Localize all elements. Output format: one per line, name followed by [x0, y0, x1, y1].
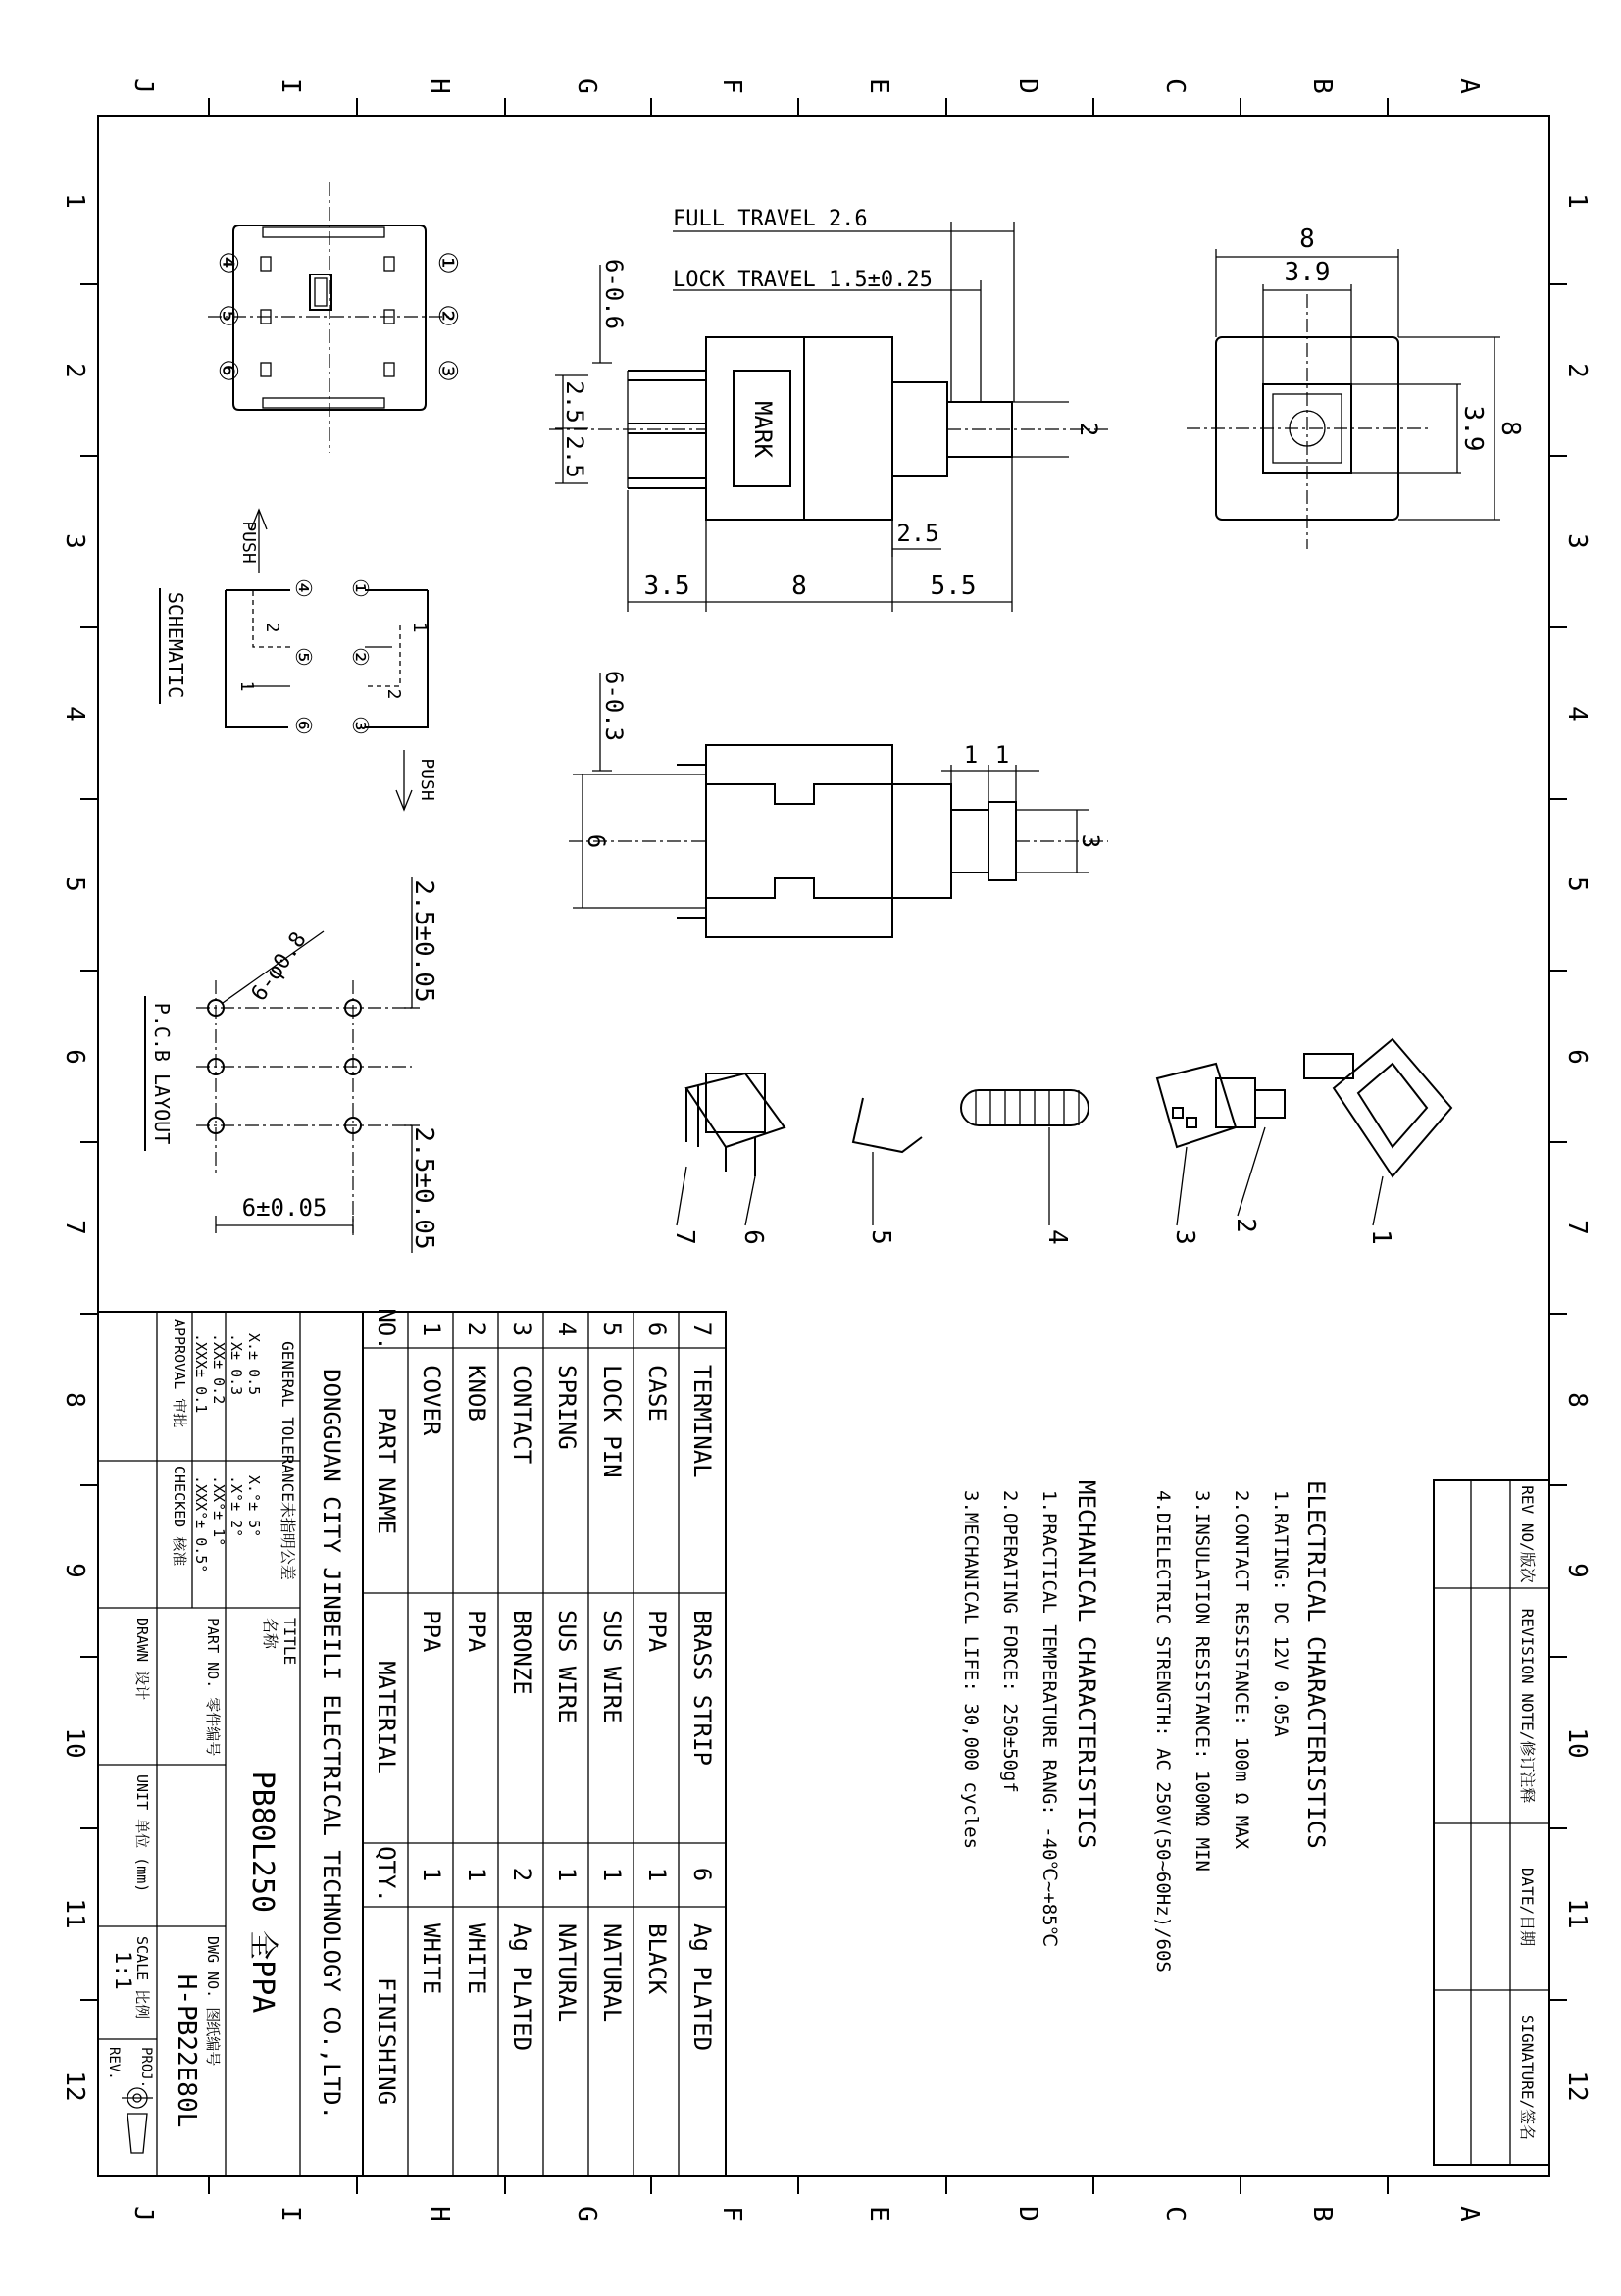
zone-number: 5 [1562, 876, 1592, 892]
zone-number: 1 [60, 193, 89, 209]
svg-text:CONTACT: CONTACT [508, 1365, 535, 1465]
contact-number: 1 [409, 622, 430, 633]
zone-letter: I [276, 2206, 305, 2221]
zone-letter: A [1454, 2206, 1484, 2221]
svg-text:KNOB: KNOB [463, 1365, 490, 1422]
mechanical-item: 2.OPERATING FORCE: 250±50gf [999, 1490, 1021, 1793]
svg-text:WHITE: WHITE [418, 1923, 445, 1995]
svg-text:SUS WIRE: SUS WIRE [598, 1610, 626, 1723]
zone-letter: H [425, 2206, 454, 2221]
mark-label: MARK [749, 401, 777, 458]
zone-letter: G [572, 2206, 601, 2221]
bom-row [688, 1323, 716, 2051]
step-dim: 2.5 [896, 520, 939, 547]
zone-letter: A [1454, 78, 1484, 94]
schematic-title: SCHEMATIC [164, 591, 187, 699]
bom-header: QTY. [373, 1846, 400, 1903]
pin-label: ④ [213, 251, 242, 275]
bom-row [508, 1323, 535, 2051]
schematic-pin: ③ [347, 716, 372, 735]
part-spring [961, 1090, 1089, 1245]
svg-text:1: 1 [418, 1867, 445, 1882]
title-cn-label: 名称 [261, 1618, 279, 1650]
svg-text:LOCK PIN: LOCK PIN [598, 1365, 626, 1478]
zone-number: 12 [1562, 2071, 1592, 2102]
contact-number: 1 [236, 680, 257, 692]
part-callout: 6 [738, 1229, 768, 1245]
tolerance-angle: .XX°± 1° [210, 1475, 228, 1547]
proj-label: PROJ. [138, 2047, 154, 2089]
bom-row [643, 1323, 671, 1995]
svg-text:BRASS STRIP: BRASS STRIP [688, 1610, 716, 1766]
zone-number: 11 [60, 1898, 89, 1929]
zone-number: 8 [60, 1392, 89, 1408]
electrical-item: 1.RATING: DC 12V 0.05A [1270, 1490, 1292, 1737]
zone-number: 5 [60, 876, 89, 892]
checked-label: CHECKED 核准 [171, 1466, 188, 1567]
part-contact-knob [1157, 1064, 1285, 1245]
zone-number: 7 [1562, 1220, 1592, 1235]
pin-label: ② [432, 304, 462, 327]
lock-travel: LOCK TRAVEL 1.5±0.25 [673, 268, 933, 292]
tolerance-value: .XXX± 0.1 [192, 1333, 210, 1414]
dim-right: 5.5 [930, 572, 977, 601]
electrical-item: 4.DIELECTRIC STRENGTH: AC 250V(50~60Hz)/60S [1152, 1490, 1174, 1972]
side-view [549, 207, 1108, 612]
zone-letter: B [1307, 2206, 1337, 2221]
svg-text:Ag PLATED: Ag PLATED [688, 1923, 716, 2052]
section-height: 6 [583, 833, 610, 849]
electrical-item: 3.INSULATION RESISTANCE: 100MΩ MIN [1191, 1490, 1213, 1872]
dim-left: 3.5 [643, 572, 690, 601]
bom-table [363, 1308, 726, 2176]
svg-text:PPA: PPA [643, 1610, 671, 1653]
push-label: PUSH [238, 521, 259, 564]
zone-number: 11 [1562, 1898, 1592, 1929]
tolerance-value: .XX± 0.2 [210, 1333, 228, 1405]
tolerance-value: .X± 0.3 [228, 1333, 245, 1396]
svg-text:BRONZE: BRONZE [508, 1610, 535, 1695]
revision-table [1434, 1480, 1549, 2165]
part-no-label: PART NO. 零件编号 [204, 1618, 222, 1757]
rev-header: REVISION NOTE/修订注释 [1518, 1608, 1537, 1804]
pin-width: 6-0.3 [600, 670, 628, 742]
svg-text:1: 1 [598, 1867, 626, 1882]
zone-number: 6 [60, 1049, 89, 1065]
gap-b: 1 [994, 741, 1010, 769]
zone-number: 1 [1562, 193, 1592, 209]
svg-text:6: 6 [688, 1867, 716, 1882]
electrical-title: ELECTRICAL CHARACTERISTICS [1302, 1480, 1330, 1849]
part-terminal-case [670, 1073, 785, 1245]
zone-letter: C [1160, 2206, 1190, 2221]
svg-text:NATURAL: NATURAL [598, 1923, 626, 2023]
zone-letter: D [1013, 2206, 1042, 2221]
zone-letter: D [1013, 78, 1042, 94]
scale-value: 1:1 [110, 1951, 134, 1990]
bom-header: MATERIAL [373, 1661, 400, 1774]
svg-text:SPRING: SPRING [553, 1365, 581, 1450]
shaft-dia: 3 [1077, 833, 1104, 849]
pin-label: ⑤ [213, 304, 242, 327]
dwg-value: H-PB22E80L [172, 1973, 201, 2128]
zone-letter: F [717, 78, 746, 94]
zone-letter: E [864, 78, 893, 94]
company-name: DONGGUAN CITY JINBEILI ELECTRICAL TECHNOLOGY CO.,LTD. [318, 1369, 345, 2120]
title-block [98, 1312, 363, 2176]
front-inner-height: 3.9 [1458, 405, 1488, 452]
schematic [160, 510, 437, 810]
pcb-pitch-bottom: 2.5±0.05 [409, 1126, 438, 1250]
front-view [1187, 225, 1525, 549]
pcb-layout [145, 877, 438, 1253]
zone-number: 9 [1562, 1563, 1592, 1578]
schematic-pin: ⑤ [290, 647, 315, 667]
zone-letter: F [717, 2206, 746, 2221]
characteristics [960, 1480, 1330, 1972]
zone-number: 8 [1562, 1392, 1592, 1408]
schematic-pin: ② [347, 647, 372, 667]
bom-header: FINISHING [373, 1976, 400, 2106]
mechanical-item: 1.PRACTICAL TEMPERATURE RANG: -40℃~+85℃ [1038, 1490, 1060, 1947]
svg-text:3: 3 [508, 1322, 535, 1337]
zone-number: 4 [1562, 706, 1592, 722]
rev-header: SIGNATURE/签名 [1518, 2014, 1537, 2141]
contact-number: 2 [262, 622, 282, 633]
svg-text:7: 7 [688, 1322, 716, 1337]
bom-row [463, 1323, 490, 1994]
electrical-item: 2.CONTACT RESISTANCE: 100m Ω MAX [1231, 1490, 1252, 1850]
zone-ticks [80, 98, 1567, 2194]
svg-text:1: 1 [418, 1322, 445, 1337]
tolerance-angle: .X°± 2° [228, 1475, 245, 1538]
svg-text:CASE: CASE [643, 1365, 671, 1422]
svg-text:PPA: PPA [418, 1610, 445, 1653]
bom-header: NO. [373, 1308, 400, 1351]
pitch-a: 2.5 [561, 380, 588, 424]
svg-text:WHITE: WHITE [463, 1923, 490, 1995]
svg-text:2: 2 [508, 1867, 535, 1882]
dim-body: 8 [791, 572, 807, 601]
zone-number: 3 [60, 533, 89, 549]
svg-text:1: 1 [553, 1867, 581, 1882]
bom-row [418, 1323, 445, 1994]
rev-header: DATE/日期 [1518, 1867, 1537, 1947]
zone-number: 3 [1562, 533, 1592, 549]
svg-text:Ag PLATED: Ag PLATED [508, 1923, 535, 2052]
pin-label: ① [432, 251, 462, 275]
zone-number: 2 [1562, 363, 1592, 378]
svg-text:NATURAL: NATURAL [553, 1923, 581, 2023]
svg-text:6: 6 [643, 1322, 671, 1337]
push-label: PUSH [417, 758, 437, 801]
bom-header: PART NAME [373, 1406, 400, 1535]
drawn-label: DRAWN 设计 [133, 1618, 151, 1701]
zone-number: 6 [1562, 1049, 1592, 1065]
svg-text:COVER: COVER [418, 1365, 445, 1436]
zone-number: 10 [1562, 1727, 1592, 1759]
approval-label: APPROVAL 审批 [171, 1319, 188, 1428]
zone-number: 12 [60, 2071, 89, 2102]
zone-number: 7 [60, 1220, 89, 1235]
front-inner-width: 3.9 [1284, 258, 1331, 287]
zone-letter: C [1160, 78, 1190, 94]
pin-label: ③ [432, 359, 462, 382]
hole-callout: 6-φ0.8 [246, 927, 312, 1006]
schematic-pin: ⑥ [290, 716, 315, 735]
zone-letter: G [572, 78, 601, 94]
svg-text:2: 2 [463, 1322, 490, 1337]
title-value: PB80L250 全PPA [245, 1771, 279, 2014]
part-callout: 1 [1366, 1229, 1395, 1245]
front-height: 8 [1495, 421, 1525, 436]
part-callout: 5 [866, 1229, 895, 1245]
title-label: TITLE [280, 1618, 299, 1666]
dwg-no-label: DWG NO. 图纸编号 [204, 1936, 222, 2067]
section-view [569, 671, 1108, 937]
svg-text:TERMINAL: TERMINAL [688, 1365, 716, 1478]
front-width: 8 [1299, 225, 1315, 254]
schematic-pin: ④ [290, 578, 315, 598]
exploded-parts [670, 1039, 1451, 1245]
tolerance-value: X.± 0.5 [245, 1333, 263, 1396]
rev-header: REV NO/版次 [1518, 1485, 1537, 1583]
contact-number: 2 [383, 688, 404, 700]
pcb-pitch-top: 2.5±0.05 [409, 879, 438, 1003]
zone-number: 4 [60, 706, 89, 722]
pin-thickness: 6-0.6 [600, 258, 628, 330]
zone-letter: J [128, 2206, 158, 2221]
zone-number: 9 [60, 1563, 89, 1578]
pinout-view [208, 182, 462, 453]
tolerance-title: GENERAL TOLERANCE未指明公差 [279, 1341, 297, 1580]
full-travel: FULL TRAVEL 2.6 [673, 207, 868, 231]
zone-number: 10 [60, 1727, 89, 1759]
part-callout: 3 [1170, 1229, 1199, 1245]
sheet-frame [98, 116, 1549, 2176]
svg-text:4: 4 [553, 1322, 581, 1337]
tolerance-angle: .XXX°± 0.5° [192, 1475, 210, 1573]
mechanical-title: MECHANICAL CHARACTERISTICS [1073, 1480, 1100, 1849]
bom-row [598, 1323, 626, 2022]
pin-label: ⑥ [213, 359, 242, 382]
part-callout: 2 [1231, 1218, 1260, 1233]
part-cover [1304, 1039, 1451, 1245]
svg-text:1: 1 [643, 1867, 671, 1882]
pitch-b: 2.5 [561, 435, 588, 478]
part-callout: 4 [1042, 1229, 1072, 1245]
schematic-pin: ① [347, 578, 372, 598]
svg-text:PPA: PPA [463, 1610, 490, 1653]
part-lock-pin [853, 1098, 922, 1245]
zone-letter: J [128, 78, 158, 94]
unit-label: UNIT 单位 (mm) [133, 1774, 151, 1893]
svg-text:SUS WIRE: SUS WIRE [553, 1610, 581, 1723]
bom-row [553, 1323, 581, 2022]
gap-a: 1 [963, 741, 979, 769]
zone-numbers [60, 193, 1592, 2101]
zone-letter: I [276, 78, 305, 94]
part-callout: 7 [670, 1229, 699, 1245]
mechanical-item: 3.MECHANICAL LIFE: 30,000 cycles [960, 1490, 982, 1850]
pcb-span: 6±0.05 [241, 1194, 328, 1222]
knob-diameter: 2 [1075, 422, 1102, 437]
pcb-title: P.C.B LAYOUT [150, 1002, 174, 1145]
svg-text:BLACK: BLACK [643, 1923, 671, 1995]
zone-letter: H [425, 78, 454, 94]
svg-text:5: 5 [598, 1322, 626, 1337]
zone-letter: B [1307, 78, 1337, 94]
zone-letter: E [864, 2206, 893, 2221]
svg-text:1: 1 [463, 1867, 490, 1882]
rev-label: REV. [106, 2047, 122, 2080]
zone-number: 2 [60, 363, 89, 378]
projection-symbol-icon [122, 2088, 153, 2153]
tolerance-angle: X.°± 5° [245, 1475, 263, 1538]
scale-label: SCALE 比例 [133, 1936, 151, 2020]
